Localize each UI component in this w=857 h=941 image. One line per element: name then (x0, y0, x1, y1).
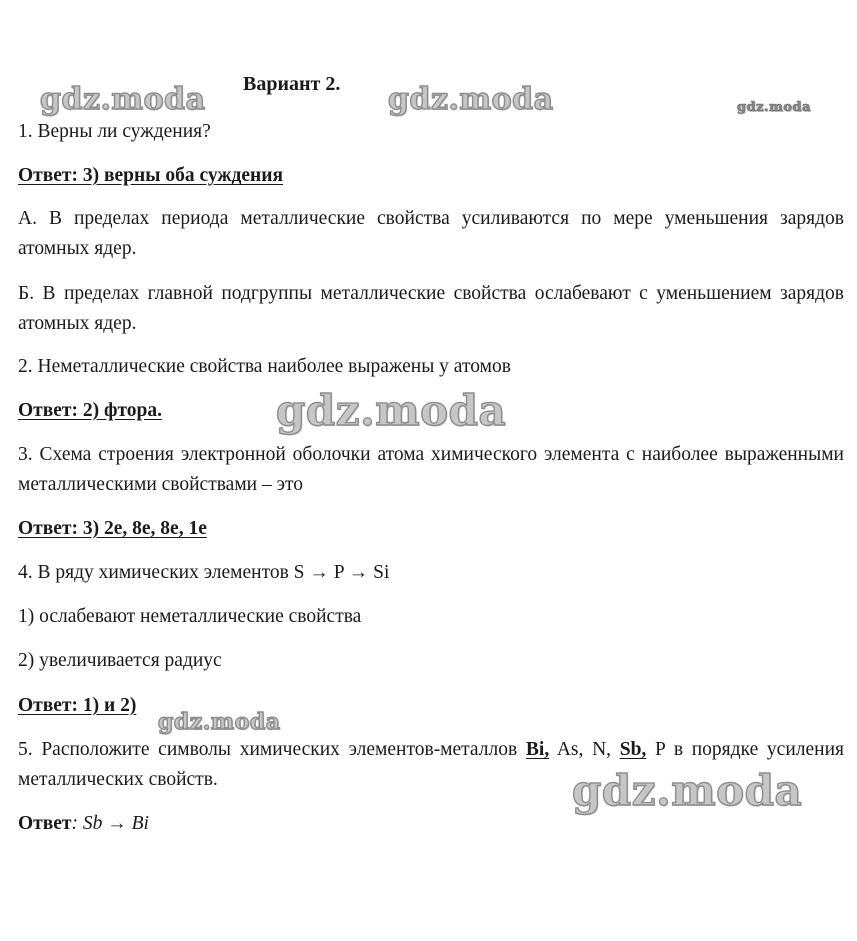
question-2: 2. Неметаллические свойства наиболее выражены у атомов (18, 356, 511, 377)
answer-3: Ответ: 3) 2е, 8е, 8е, 1е (18, 518, 207, 539)
watermark-logo: gdz.moda (388, 82, 554, 117)
watermark-logo: gdz.moda (40, 82, 206, 117)
question-5-tail: в порядке усиления металлических свойств. (18, 739, 844, 790)
watermark-logo: gdz.moda (572, 766, 803, 815)
answer-2: Ответ: 2) фтора. (18, 400, 163, 421)
statement-b: Б. В пределах главной подгруппы металлические свойства ослабевают с уменьшением зарядов атомных ядер. (18, 283, 844, 334)
symbol-bi: Bi, (525, 739, 550, 760)
question-3: 3. Схема строения электронной оболочки атома химического элемента с наиболее выраженными металлическими свойствами – это (18, 444, 844, 495)
watermark-logo: gdz.moda (276, 386, 507, 435)
question-5-lead: 5. Расположите символы химических элементов-металлов (18, 739, 518, 760)
answer-1: Ответ: 3) верны оба суждения (18, 165, 284, 186)
statement-a: А. В пределах периода металлические свойства усиливаются по мере уменьшения зарядов атомных ядер. (18, 208, 844, 259)
variant-title: Вариант 2. (243, 73, 341, 95)
answer-4: Ответ: 1) и 2) (18, 695, 137, 716)
question-1: 1. Верны ли суждения? (18, 121, 211, 142)
answer-5-value: : Sb → Bi (71, 813, 149, 834)
question-4-option-1: 1) ослабевают неметаллические свойства (18, 606, 362, 627)
answer-5-label: Ответ (18, 813, 72, 834)
symbol-sb: Sb, (619, 739, 647, 760)
symbol-p: P (655, 739, 666, 760)
question-4: 4. В ряду химических элементов S → P → Si (18, 562, 390, 583)
watermark-logo: gdz.moda (737, 100, 812, 115)
watermark-logo: gdz.moda (158, 709, 281, 735)
symbols-as-n: As, N, (556, 739, 612, 760)
question-4-option-2: 2) увеличивается радиус (18, 650, 222, 671)
